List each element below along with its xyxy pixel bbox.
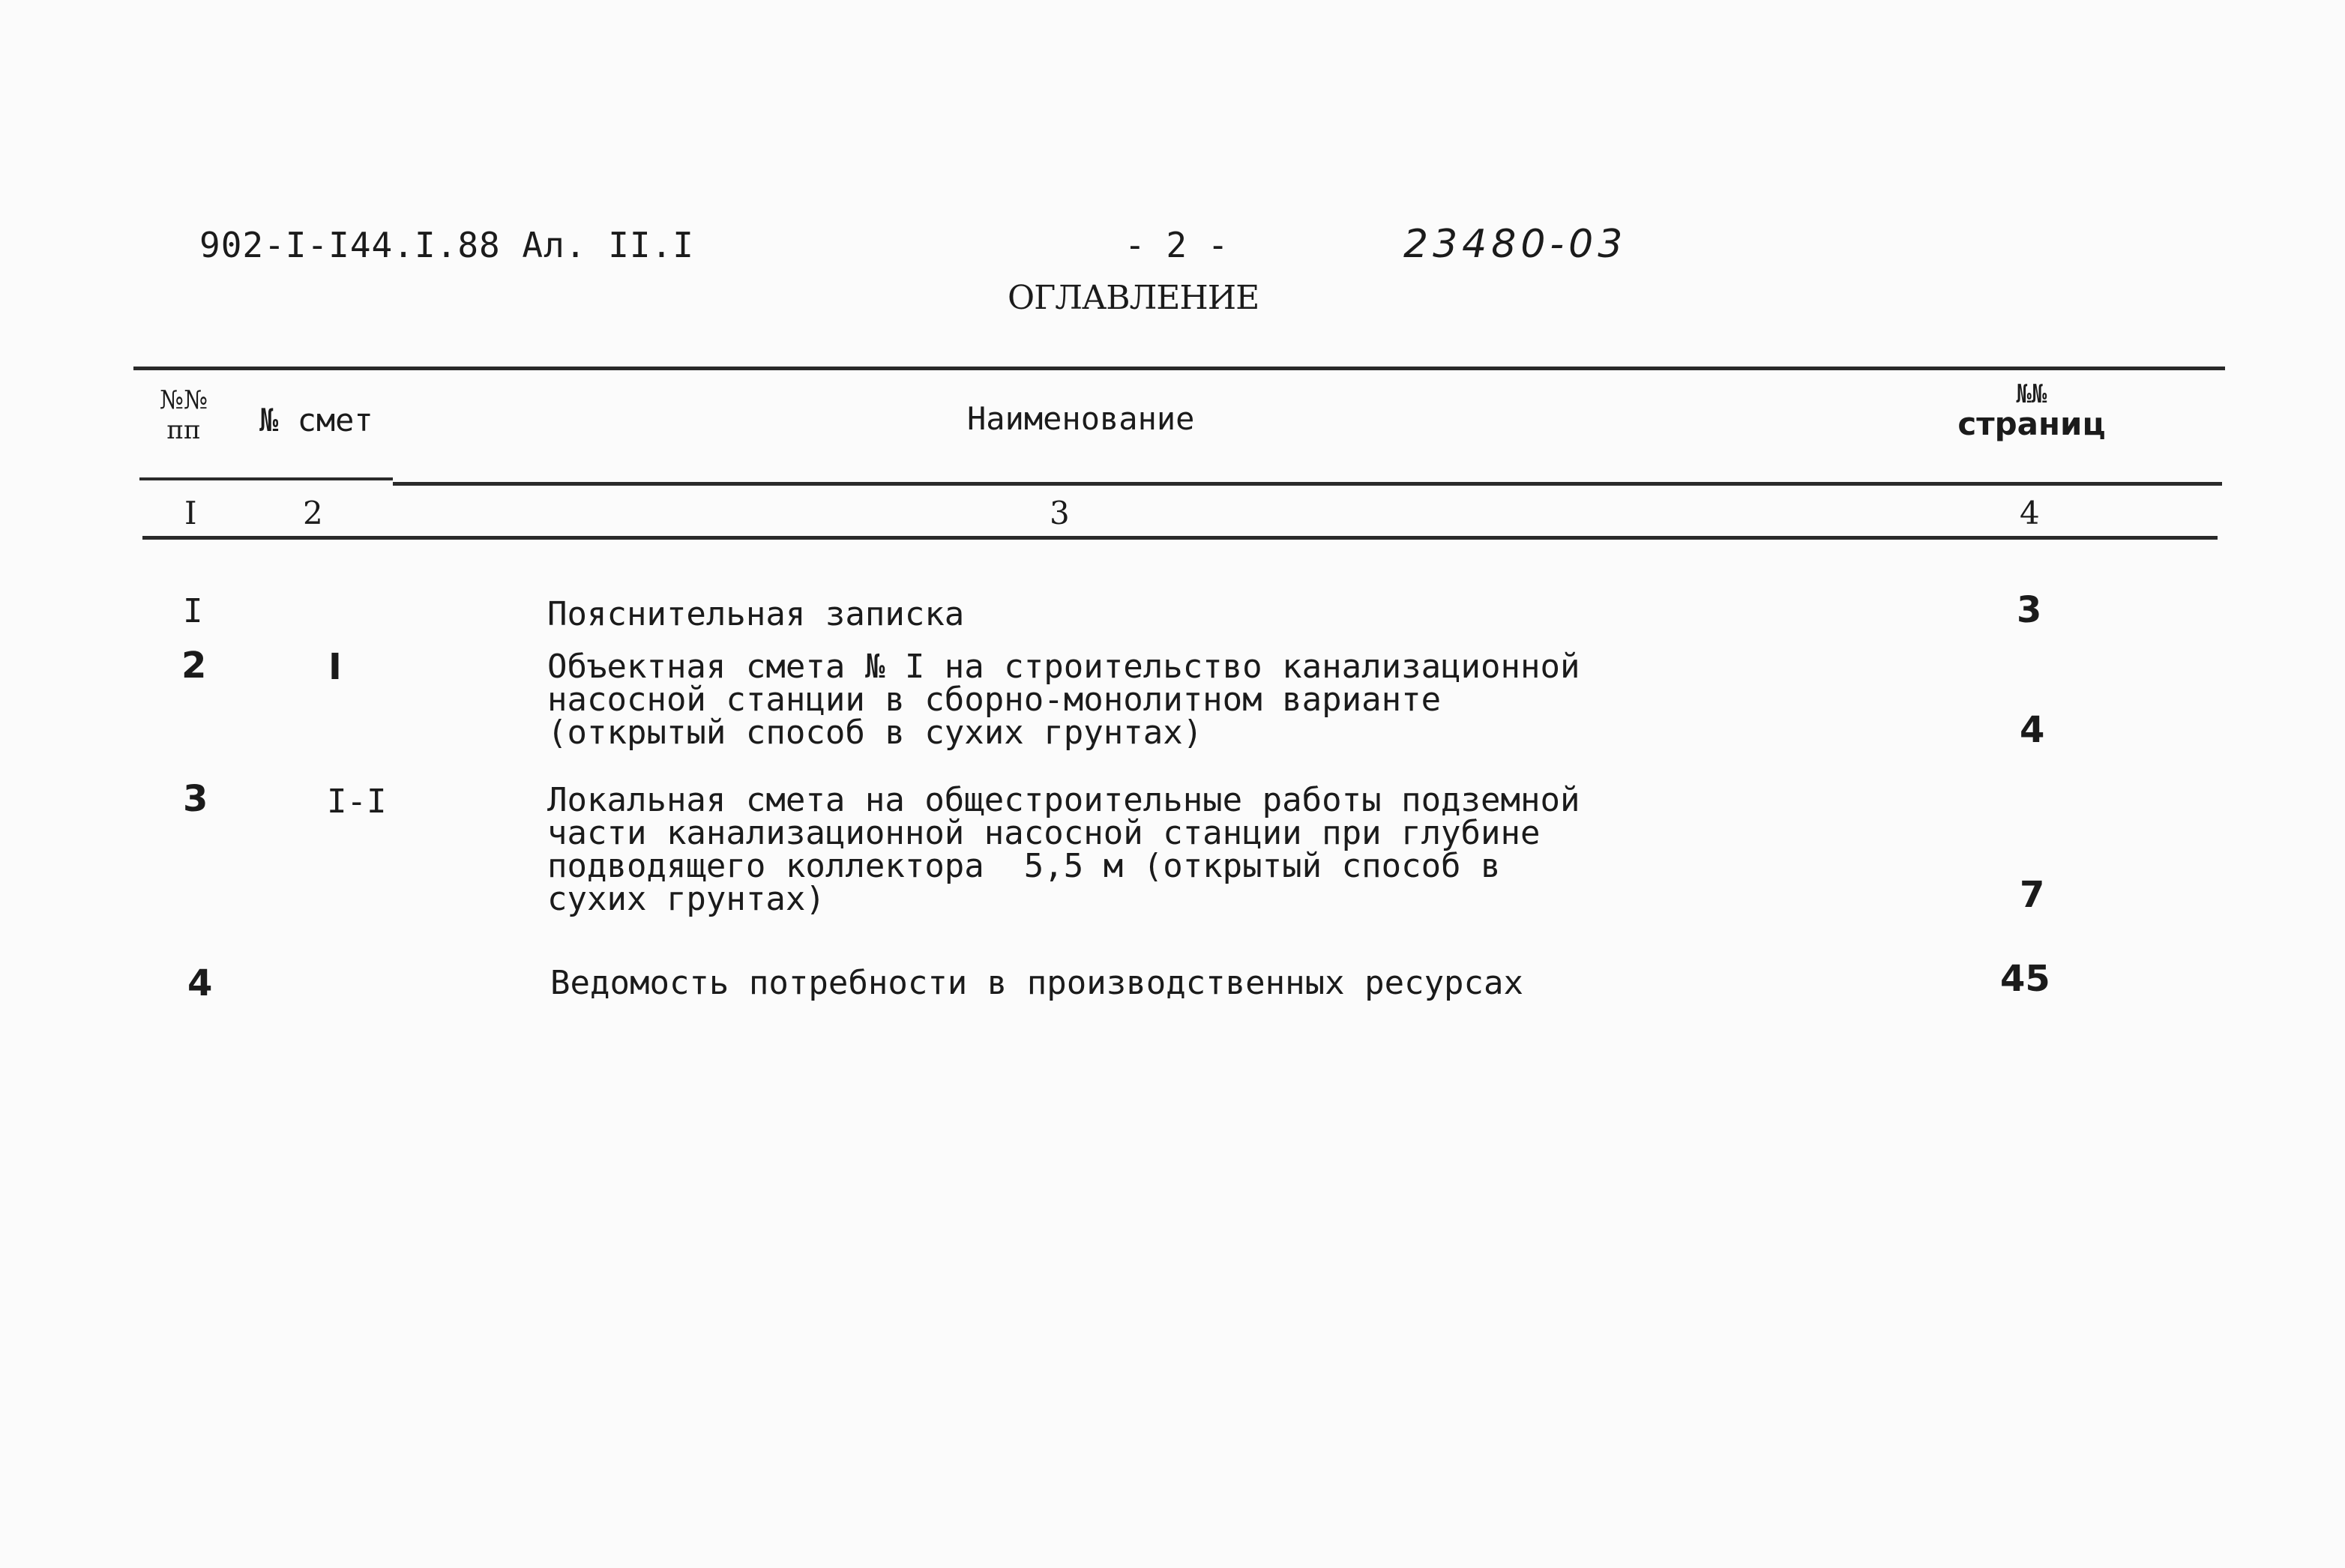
table-row-1-name: Пояснительная записка (547, 595, 965, 633)
table-row-3-name-line-3: подводящего коллектора 5,5 м (открытый способ в (547, 847, 1501, 885)
table-row-2-name-line-2: насосной станции в сборно-монолитном варианте (547, 681, 1442, 719)
header-pages-line1: №№ (2016, 379, 2047, 409)
table-row-2-name (547, 648, 1580, 752)
column-number-2: 2 (303, 495, 323, 531)
column-number-3: 3 (1050, 495, 1070, 531)
table-row-3-name-line-1: Локальная смета на общестроительные работы подземной (547, 781, 1580, 819)
table-row-2-name-line-3: (открытый способ в сухих грунтах) (547, 714, 1203, 752)
table-row-2-page: 4 (2020, 709, 2045, 751)
header-pages-line2: страниц (1957, 405, 2106, 442)
column-number-4: 4 (2020, 495, 2040, 531)
table-row-1-number: I (183, 592, 203, 630)
table-row-2-estimate: I (328, 646, 342, 688)
table-row-4-page: 45 (2000, 958, 2050, 1000)
header-bottom-rule-left (139, 477, 393, 480)
table-row-3-estimate: I-I (327, 783, 387, 821)
table-row-3-name-line-4: сухих грунтах) (547, 880, 825, 918)
page-title: ОГЛАВЛЕНИЕ (1008, 279, 1259, 317)
document-code: 902-I-I44.I.88 Ал. II.I (199, 225, 694, 265)
archive-number: 23480-03 (1403, 222, 1628, 267)
header-row-number-line1: №№ (159, 385, 208, 415)
header-pages (1949, 379, 2114, 442)
header-row-number (157, 385, 210, 445)
header-name: Наименование (967, 400, 1195, 437)
column-number-1: I (184, 495, 197, 531)
table-row-4-name: Ведомость потребности в производственных ресурсах (550, 964, 1524, 1002)
table-row-3-name (547, 781, 1580, 918)
header-row-number-line2: пп (166, 415, 201, 445)
column-numbers-bottom-rule (142, 536, 2218, 540)
table-row-2-name-line-1: Объектная смета № I на строительство канализационной (547, 648, 1580, 686)
header-estimate-number: № смет (259, 402, 373, 438)
table-row-3-page: 7 (2020, 874, 2045, 916)
table-row-4-number: 4 (187, 962, 213, 1004)
table-top-rule (133, 367, 2225, 370)
table-row-3-number: 3 (183, 778, 208, 820)
table-row-1-page: 3 (2017, 589, 2042, 631)
page-number: - 2 - (1125, 225, 1229, 265)
header-bottom-rule-right (393, 482, 2222, 486)
table-row-3-name-line-2: части канализационной насосной станции при глубине (547, 814, 1541, 852)
table-row-2-number: 2 (181, 645, 207, 687)
